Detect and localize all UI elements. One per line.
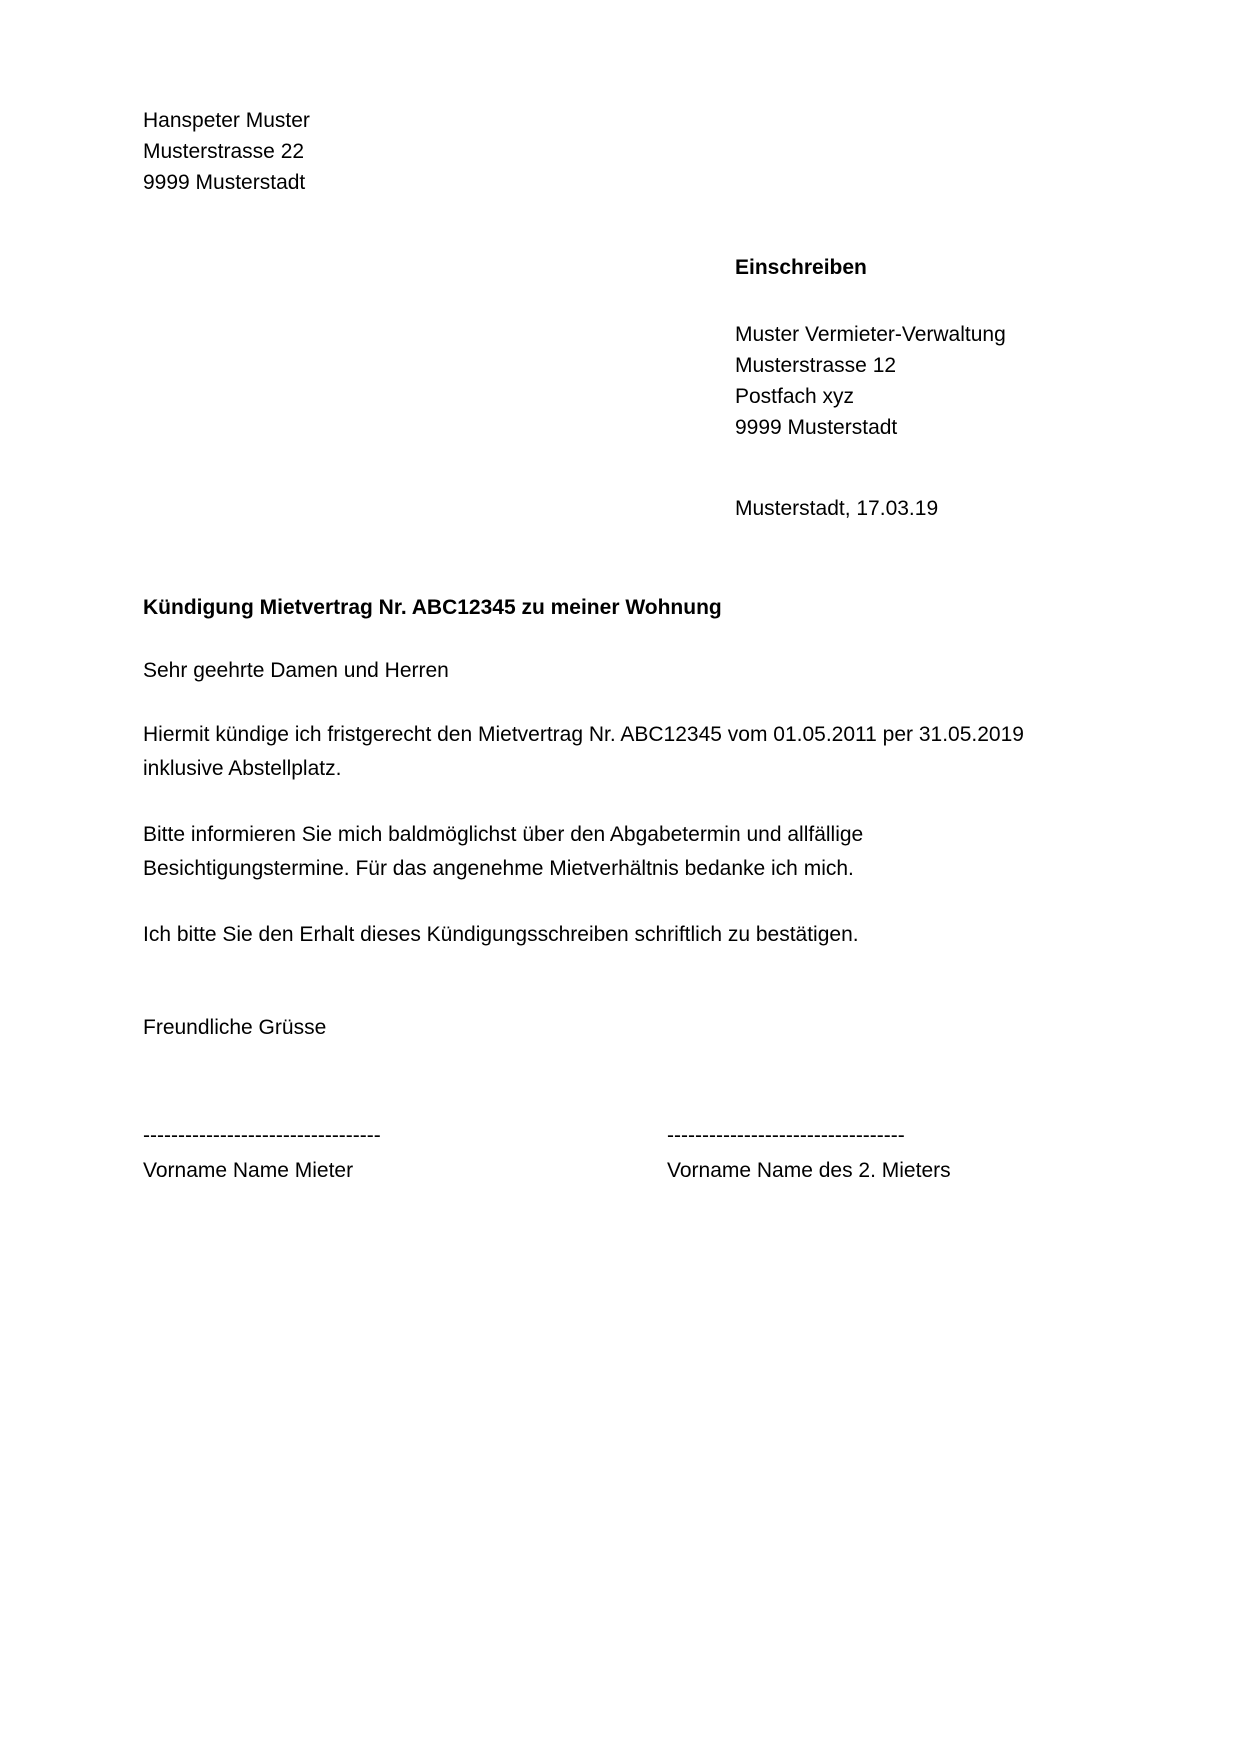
signature-line: ---------------------------------- <box>143 1124 381 1147</box>
signature-block-primary <box>143 1123 667 1186</box>
signature-name-label: Vorname Name des 2. Mieters <box>667 1159 951 1182</box>
recipient-address-line: Muster Vermieter-Verwaltung <box>735 323 1006 346</box>
sender-address-block <box>143 105 1240 198</box>
signature-line: ---------------------------------- <box>667 1124 905 1147</box>
recipient-area <box>735 252 1240 524</box>
recipient-address-block <box>735 319 1240 443</box>
delivery-type-label: Einschreiben <box>735 256 867 279</box>
body-paragraph: Ich bitte Sie den Erhalt dieses Kündigungsschreiben schriftlich zu bestätigen. <box>143 923 859 946</box>
subject-line: Kündigung Mietvertrag Nr. ABC12345 zu meiner Wohnung <box>143 596 722 619</box>
signature-block-secondary <box>667 1123 951 1186</box>
recipient-address-line: Postfach xyz <box>735 385 855 408</box>
signature-row <box>143 1123 1063 1186</box>
sender-address-line: Musterstrasse 22 <box>143 140 305 163</box>
body-paragraph: Bitte informieren Sie mich baldmöglichst über den Abgabetermin und allfällige Besichtigungstermine. Für das angenehme Mietverhältnis bedanke ich mich. <box>143 823 864 880</box>
salutation: Sehr geehrte Damen und Herren <box>143 659 449 682</box>
closing-greeting: Freundliche Grüsse <box>143 1016 327 1039</box>
letter-body <box>143 592 1063 1186</box>
recipient-address-line: 9999 Musterstadt <box>735 416 898 439</box>
signature-name-label: Vorname Name Mieter <box>143 1159 354 1182</box>
body-paragraph: Hiermit kündige ich fristgerecht den Mietvertrag Nr. ABC12345 vom 01.05.2011 per 31.05.2019 inklusive Abstellplatz. <box>143 723 1024 780</box>
recipient-address-line: Musterstrasse 12 <box>735 354 897 377</box>
sender-address-line: Hanspeter Muster <box>143 109 310 132</box>
place-and-date: Musterstadt, 17.03.19 <box>735 497 939 520</box>
sender-address-line: 9999 Musterstadt <box>143 171 306 194</box>
